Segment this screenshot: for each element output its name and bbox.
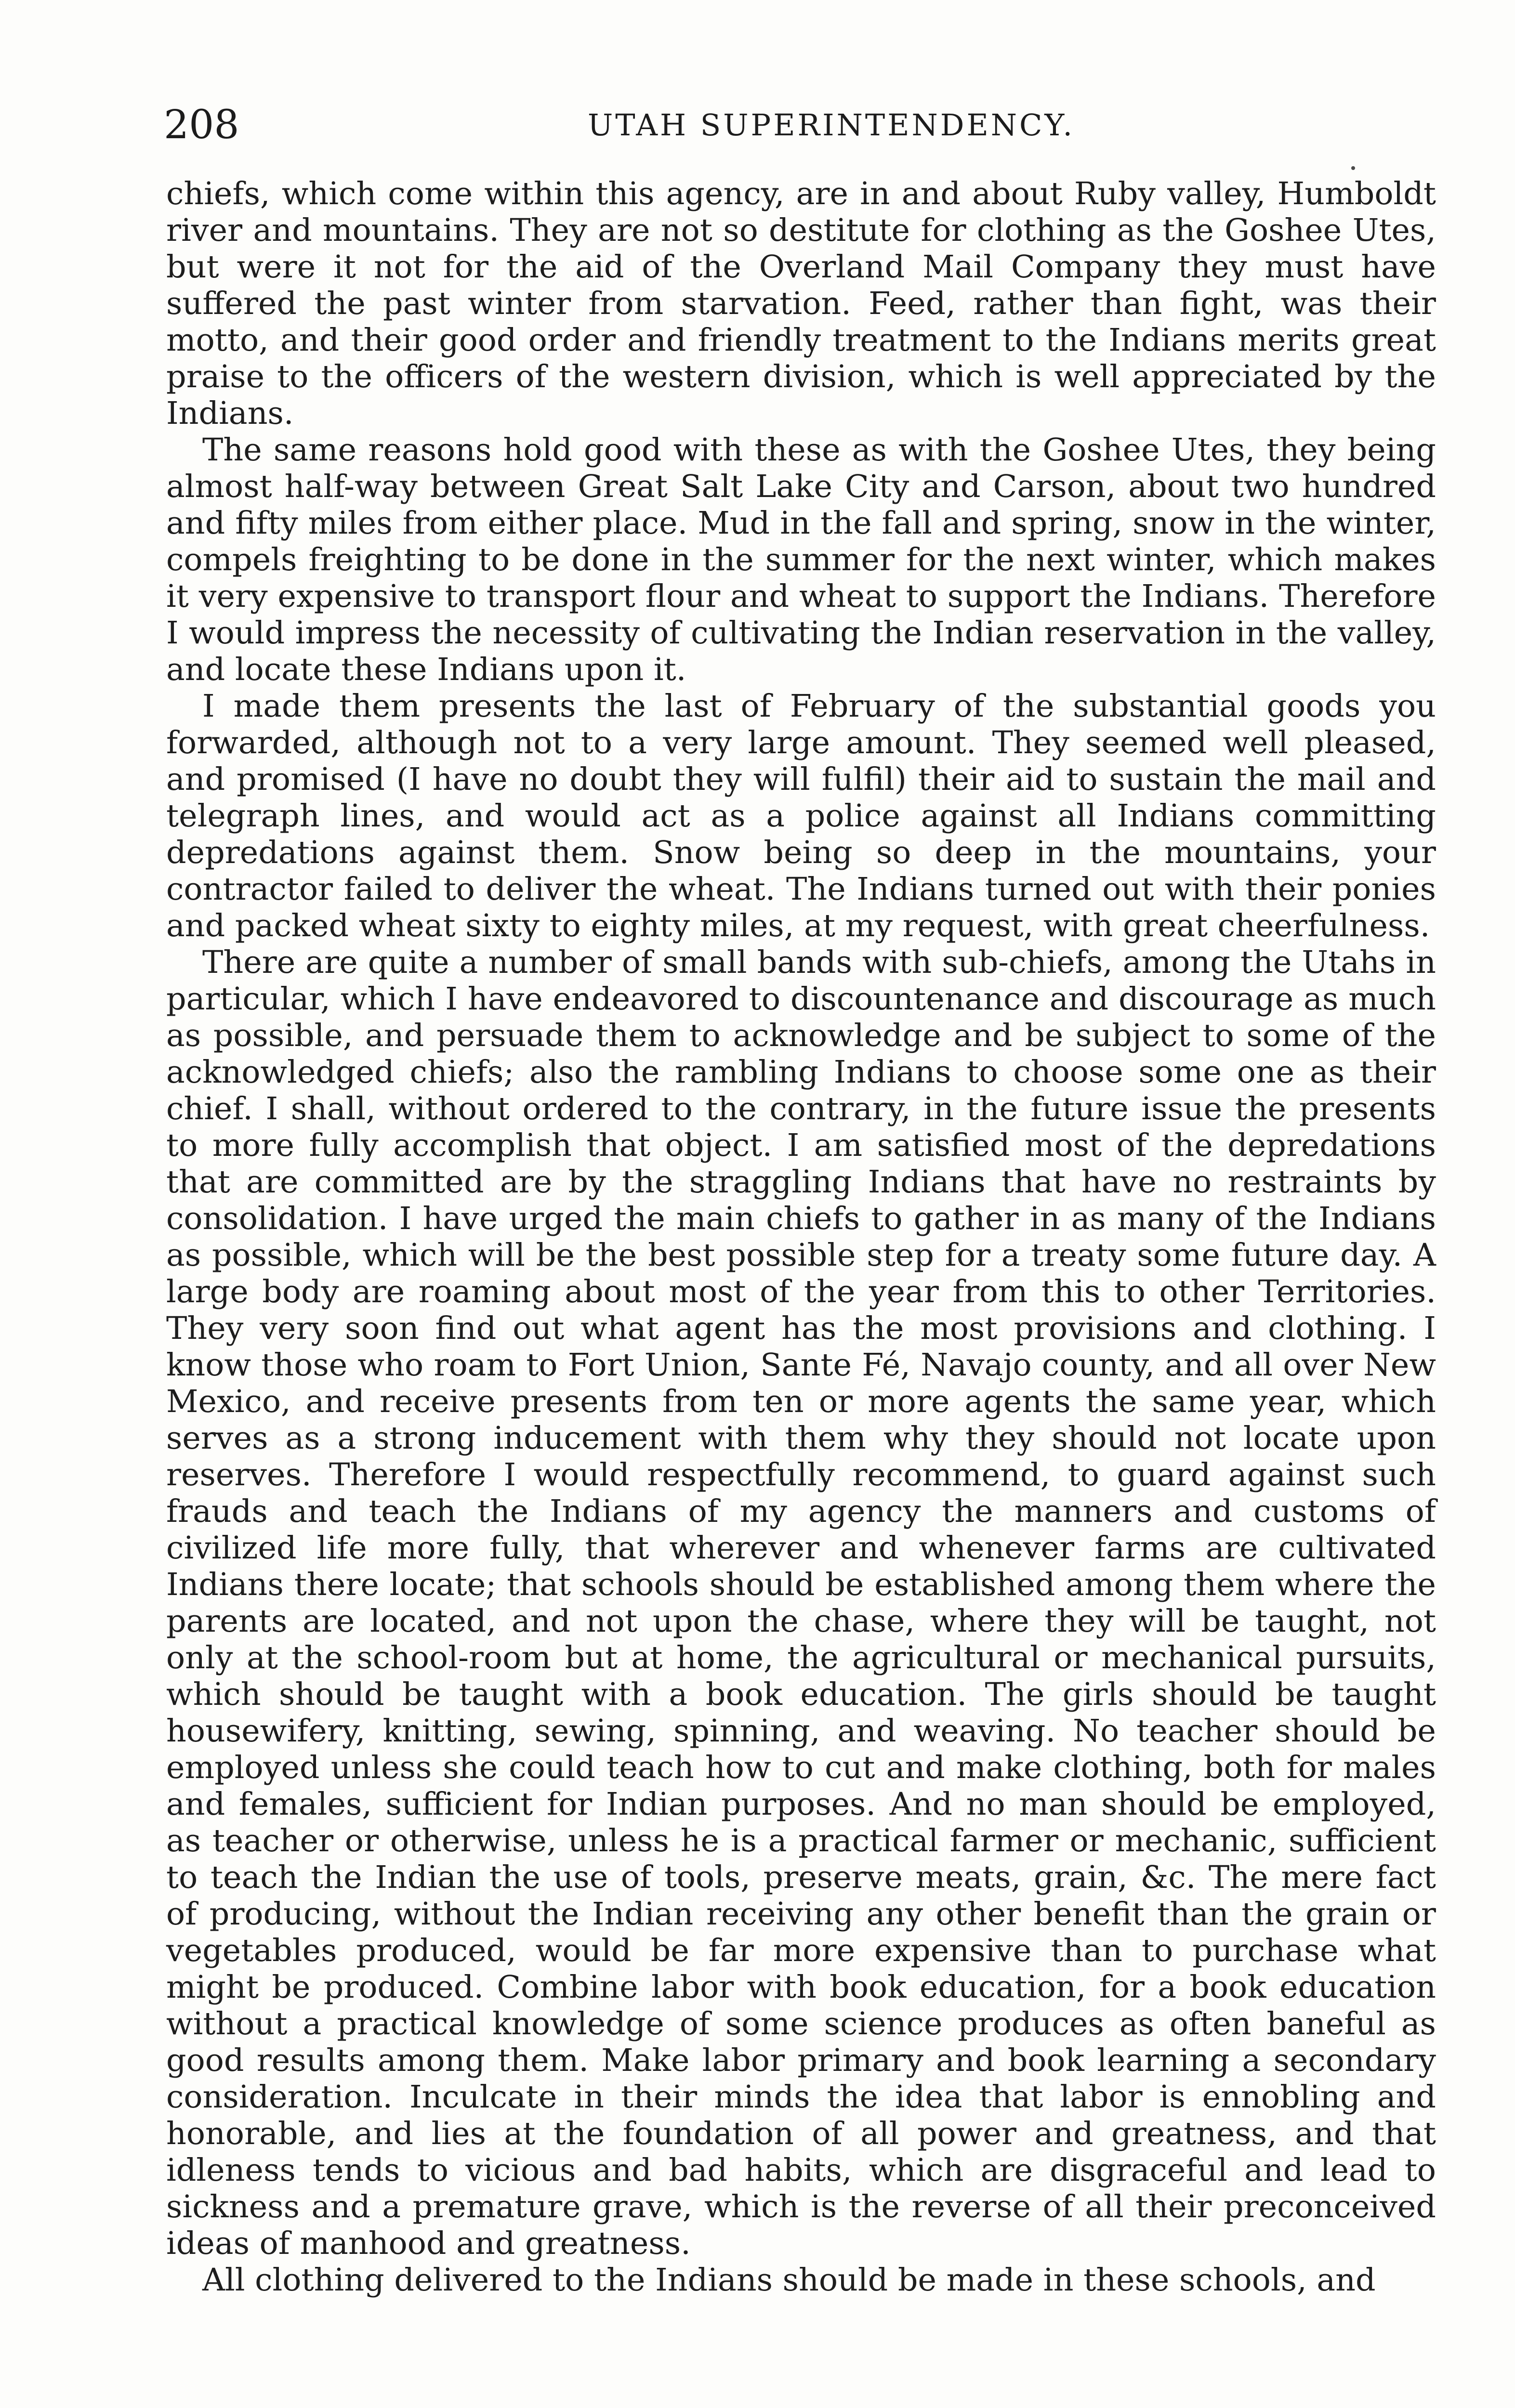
running-header <box>164 96 1436 154</box>
paragraph: I made them presents the last of February of the substantial goods you forwarded, although not to a very large amount. They seemed well pleased, and promised (I have no doubt they will fulfil) their aid to sustain the mail and telegraph lines, and would act as a police against all Indians committing depredations against them. Snow being so deep in the mountains, your contractor failed to deliver the wheat. The Indians turned out with their ponies and packed wheat sixty to eighty miles, at my request, with great cheerfulness. <box>166 688 1436 944</box>
paragraph: There are quite a number of small bands with sub-chiefs, among the Utahs in particular, which I have endeavored to discountenance and discourage as much as possible, and persuade them to acknowledge and be subject to some of the acknowledged chiefs; also the rambling Indians to choose some one as their chief. I shall, without ordered to the contrary, in the future issue the presents to more fully accomplish that object. I am satisfied most of the depredations that are committed are by the straggling Indians that have no restraints by consolidation. I have urged the main chiefs to gather in as many of the Indians as possible, which will be the best possible step for a treaty some future day. A large body are roaming about most of the year from this to other Territories. They very soon find out what agent has the most provisions and clothing. I know those who roam to Fort Union, Sante Fé, Navajo county, and all over New Mexico, and receive presents from ten or more agents the same year, which serves as a strong inducement with them why they should not locate upon reserves. Therefore I would respectfully recommend, to guard against such frauds and teach the Indians of my agency the manners and customs of civilized life more fully, that wherever and whenever farms are cultivated Indians there locate; that schools should be established among them where the parents are located, and not upon the chase, where they will be taught, not only at the school-room but at home, the agricultural or mechanical pursuits, which should be taught with a book education. The girls should be taught housewifery, knitting, sewing, spinning, and weaving. No teacher should be employed unless she could teach how to cut and make clothing, both for males and females, sufficient for Indian purposes. And no man should be employed, as teacher or otherwise, unless he is a practical farmer or mechanic, sufficient to teach the Indian the use of tools, preserve meats, grain, &c. The mere fact of producing, without the Indian receiving any other benefit than the grain or vegetables produced, would be far more expensive than to purchase what might be produced. Combine labor with book education, for a book education without a practical knowledge of some science produces as often baneful as good results among them. Make labor primary and book learning a secondary consideration. Inculcate in their minds the idea that labor is ennobling and honorable, and lies at the foundation of all power and greatness, and that idleness tends to vicious and bad habits, which are disgraceful and lead to sickness and a premature grave, which is the reverse of all their preconceived ideas of manhood and greatness. <box>166 944 1436 2262</box>
running-title: UTAH SUPERINTENDENCY. <box>588 107 1075 143</box>
print-speck <box>1351 166 1355 170</box>
paragraph-continues: All clothing delivered to the Indians should be made in these schools, and <box>202 2262 1376 2298</box>
body-text <box>166 176 1436 2299</box>
page-number: 208 <box>164 102 239 148</box>
paragraph: The same reasons hold good with these as with the Goshee Utes, they being almost half-way between Great Salt Lake City and Carson, about two hundred and fifty miles from either place. Mud in the fall and spring, snow in the winter, compels freighting to be done in the summer for the next winter, which makes it very expensive to transport flour and wheat to support the Indians. Therefore I would impress the necessity of cultivating the Indian reservation in the valley, and locate these Indians upon it. <box>166 432 1436 688</box>
paragraph-continued: chiefs, which come within this agency, are in and about Ruby valley, Humboldt river and mountains. They are not so destitute for clothing as the Goshee Utes, but were it not for the aid of the Overland Mail Company they must have suffered the past winter from starvation. Feed, rather than fight, was their motto, and their good order and friendly treatment to the Indians merits great praise to the officers of the western division, which is well appreciated by the Indians. <box>166 176 1436 432</box>
